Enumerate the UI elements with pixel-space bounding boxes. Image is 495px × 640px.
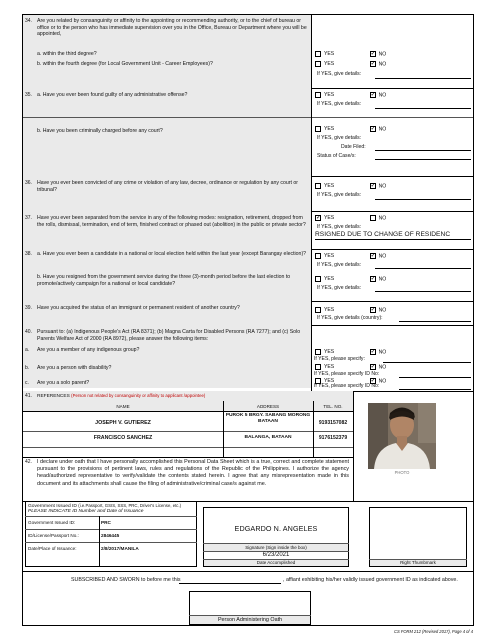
q36-details-label: If YES, give details: [317, 192, 362, 198]
q35a-text: a. Have you ever been found guilty of any administrative offense? [37, 92, 188, 98]
q37-details-label: If YES, give details: [317, 224, 362, 230]
q38-number: 38. [25, 251, 32, 257]
photo-label: PHOTO [394, 470, 410, 475]
q40b-detail-line[interactable] [399, 377, 471, 378]
q40a-no-checkbox[interactable]: ✓ [370, 348, 376, 355]
q36-text: Have you ever been convicted of any crime or violation of any law, decree, ordinance or regulation by any court or tribunal? [37, 180, 298, 193]
q35b-date-filed-line[interactable] [375, 150, 471, 151]
q40c-text: Are you a solo parent? [37, 380, 90, 386]
references-header-address: ADDRESS [256, 404, 280, 409]
q36-details-line[interactable] [375, 199, 471, 200]
q40a-letter: a. [25, 347, 30, 353]
applicant-photo-image [368, 403, 436, 469]
q39-answer: YES ✓ NO [315, 307, 386, 314]
q39-no-checkbox[interactable]: ✓ [370, 306, 376, 313]
q34b-answer: YES ✓ NO [315, 61, 386, 68]
q35b-details-label: If YES, give details: [317, 135, 362, 141]
q35b-no-checkbox[interactable]: ✓ [370, 125, 376, 132]
gov-id-number-value[interactable]: 2846445 [101, 533, 120, 538]
q41-title [37, 393, 205, 400]
reference-1-name[interactable]: JOSEPH V. GUTIEREZ [95, 420, 151, 426]
q38a-details-line[interactable] [375, 268, 471, 269]
q39-details-line[interactable] [399, 321, 471, 322]
q34b-text: b. within the fourth degree (for Local Government Unit - Career Employees)? [37, 61, 213, 67]
q39-number: 39. [25, 305, 32, 311]
q40c-no-checkbox[interactable]: ✓ [370, 377, 376, 384]
q38a-text: a. Have you ever been a candidate in a national or local election held within the last year (except Barangay election)? [37, 251, 307, 257]
reference-2-name[interactable]: FRANCISCO SANCHEZ [93, 435, 153, 441]
q35a-details-label: If YES, give details: [317, 101, 362, 107]
references-header-tel: TEL. NO. [323, 404, 343, 409]
q37-no-checkbox[interactable] [370, 215, 376, 221]
q40c-detail-label: If YES, please specify ID No: [314, 383, 380, 389]
q34-text: Are you related by consanguinity or affinity to the appointing or recommending authority, or to the chief of bureau or office or to the person who has immediate supervision over you in the Office, Bureau or Department where you will be appointed, [37, 18, 307, 37]
q40-number: 40. [25, 329, 32, 335]
q40c-letter: c. [25, 380, 29, 386]
q34-number: 34. [25, 18, 32, 24]
q40b-letter: b. [25, 365, 30, 371]
oath-administrator-label: Person Administering Oath [217, 617, 283, 623]
gov-id-type-value[interactable]: PRC [101, 520, 111, 525]
gov-id-date-value[interactable]: 2/8/2017/MANILA [101, 546, 139, 551]
q40b-text: Are you a person with disability? [37, 365, 112, 371]
q35a-details-line[interactable] [375, 108, 471, 109]
q37-number: 37. [25, 215, 32, 221]
q39-details-label: If YES, give details (country): [317, 315, 383, 321]
q42-number: 42. [25, 459, 32, 465]
q40a-text: Are you a member of any indigenous group? [37, 347, 140, 353]
gov-id-title-note: (i.e.Passport, GSIS, SSS, PRC, Driver's License, etc.) [78, 503, 182, 508]
q35b-yes-checkbox[interactable] [315, 126, 321, 132]
q38a-no-checkbox[interactable]: ✓ [370, 252, 376, 259]
q37-answer: ✓ YES NO [316, 214, 387, 222]
oath-text-a: SUBSCRIBED AND SWORN to before me this [71, 577, 181, 583]
q35b-status-line[interactable] [375, 159, 471, 160]
q40-text: Pursuant to: (a) Indigenous People's Act (RA 8371); (b) Magna Carta for Disabled Persons (RA 7277); and (c) Solo Parents Welfare Act of 2000 (RA 8972), please answer the following items: [37, 329, 301, 342]
gov-id-subtitle: PLEASE INDICATE ID Number and Date of Issuance [28, 509, 144, 514]
gov-id-type-label: Government Issued ID: [28, 520, 76, 525]
q40a-yes-checkbox[interactable] [315, 349, 321, 355]
q34-details-line[interactable] [375, 78, 471, 79]
gov-id-number-label: ID/License/Passport No.: [28, 533, 79, 538]
q38b-no-checkbox[interactable]: ✓ [370, 275, 376, 282]
applicant-photo [368, 403, 436, 469]
q40b-answer: YES ✓ NO [315, 364, 386, 371]
q34a-answer: YES ✓ NO [315, 51, 386, 58]
q40a-answer: YES ✓ NO [315, 349, 386, 356]
q38b-yes-checkbox[interactable] [315, 276, 321, 282]
q35b-text: b. Have you been criminally charged before any court? [37, 128, 163, 134]
oath-date-line[interactable] [179, 583, 281, 584]
gov-id-title-text: Government Issued ID [28, 504, 77, 509]
q35a-yes-checkbox[interactable] [315, 92, 321, 98]
q35b-answer: YES ✓ NO [315, 126, 386, 133]
q35-number: 35. [25, 92, 32, 98]
q37-details-value[interactable]: RSIGNED DUE TO CHANGE OF RESIDENC [315, 231, 451, 238]
q38b-answer: YES ✓ NO [315, 276, 386, 283]
reference-1-tel[interactable]: 9193157082 [318, 420, 348, 426]
signature-label: Signature (Sign inside the box) [245, 545, 307, 550]
q34a-text: a. within the third degree? [37, 51, 97, 57]
references-header-name: NAME [116, 404, 130, 409]
q40a-detail-line[interactable] [383, 362, 471, 363]
q37-text: Have you ever been separated from the service in any of the following modes: resignation, retirement, dropped from the rolls, dismissal, termination, end of term, finished contract or phased out (abolition) in the public or private sector? [37, 215, 306, 228]
thumbmark-label: Right Thumbmark [400, 560, 436, 565]
reference-1-address[interactable]: PUROK 5 BRGY. SABANG MORONG BATAAN [225, 413, 311, 425]
reference-2-address[interactable]: BALANGA, BATAAN [244, 435, 292, 440]
q35a-answer: YES ✓ NO [315, 92, 386, 99]
oath-text-b: , affiant exhibiting his/her validly issued government ID as indicated above. [283, 577, 458, 583]
q40b-yes-checkbox[interactable] [315, 364, 321, 370]
q35b-date-filed-label: Date Filed: [341, 144, 366, 150]
q40c-detail-line[interactable] [399, 389, 471, 390]
q39-yes-checkbox[interactable] [315, 307, 321, 313]
date-accomplished-value[interactable]: 6/23/2021 [262, 552, 290, 558]
gov-id-date-label: Date/Place of Issuance: [28, 546, 77, 551]
q40a-detail-label: If YES, please specify: [314, 356, 365, 362]
q38b-details-label: If YES, give details: [317, 285, 362, 291]
q36-answer: YES ✓ NO [315, 183, 386, 190]
q42-text: I declare under oath that I have personally accomplished this Personal Data Sheet which is a true, correct and complete statement pursuant to the provisions of pertinent laws, rules and regulations of the Republic of the Philippines. I authorize the agency head/authorized representative to verify/validate the contents stated herein. I agree that any misrepresentation made in this document and its attachments shall cause the filing of administrative/criminal case/s against me. [37, 459, 349, 487]
q36-number: 36. [25, 180, 32, 186]
q40b-no-checkbox[interactable]: ✓ [370, 363, 376, 370]
q34a-yes-checkbox[interactable] [315, 51, 321, 57]
signature-name: EDGARDO N. ANGELES [234, 524, 318, 533]
date-accomplished-label: Date Accomplished [256, 560, 296, 565]
q41-number: 41. [25, 393, 32, 399]
q41-title-text: REFERENCES [37, 394, 70, 399]
q40c-answer: YES ✓ NO [315, 378, 386, 385]
q38b-text: b. Have you resigned from the government service during the three (3)-month period before the last election to promote/actively campaign for a national or local candidate? [37, 274, 291, 287]
reference-2-tel[interactable]: 9176152379 [318, 435, 348, 441]
q38a-yes-checkbox[interactable] [315, 253, 321, 259]
q34-details-label: If YES, give details: [317, 71, 362, 77]
thumbmark-box[interactable] [369, 507, 467, 567]
q34b-no-checkbox[interactable]: ✓ [370, 60, 376, 67]
q40b-detail-label: If YES, please specify ID No: [314, 371, 380, 377]
q38b-details-line[interactable] [375, 291, 471, 292]
q41-note: (Person not related by consanguinity or affinity to applicant /appointee) [71, 393, 206, 398]
q38a-answer: YES ✓ NO [315, 253, 386, 260]
q39-text: Have you acquired the status of an immigrant or permanent resident of another country? [37, 305, 240, 311]
q36-no-checkbox[interactable]: ✓ [370, 182, 376, 189]
q36-yes-checkbox[interactable] [315, 183, 321, 189]
q34b-yes-checkbox[interactable] [315, 61, 321, 67]
q37-yes-checkbox[interactable]: ✓ [316, 214, 322, 221]
form-footer: CS FORM 212 (Revised 2017), Page 4 of 4 [394, 629, 473, 634]
q35a-no-checkbox[interactable]: ✓ [370, 91, 376, 98]
q34a-no-checkbox[interactable]: ✓ [370, 50, 376, 57]
pds-page [22, 14, 474, 626]
q35b-status-label: Status of Case/s: [317, 153, 356, 159]
q38a-details-label: If YES, give details: [317, 262, 362, 268]
q37-details-line [315, 239, 471, 240]
